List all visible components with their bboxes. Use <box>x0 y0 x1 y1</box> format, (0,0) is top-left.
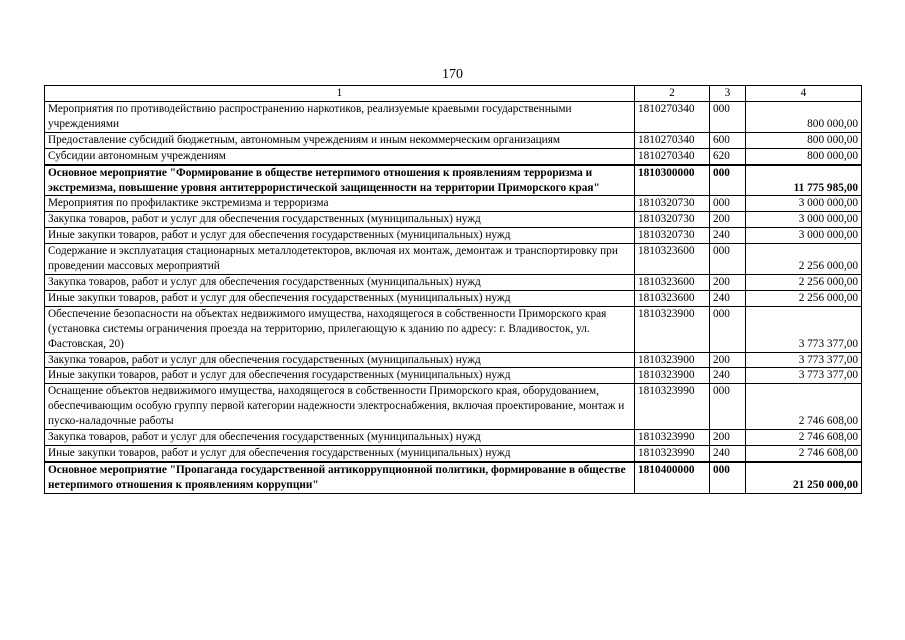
cell-amount: 2 256 000,00 <box>746 274 862 290</box>
cell-amount: 2 746 608,00 <box>746 430 862 446</box>
cell-code: 1810323990 <box>635 445 710 461</box>
table-row <box>45 290 862 306</box>
cell-type: 200 <box>710 352 746 368</box>
cell-name: Обеспечение безопасности на объектах недвижимого имущества, находящегося в собственности Приморского края (установка системы ограничения проезда на территорию, прилегающую к зданию по адресу: г. Владивосток, ул. Фастовская, 20) <box>45 306 635 352</box>
cell-amount: 800 000,00 <box>746 132 862 148</box>
cell-code: 1810323900 <box>635 368 710 384</box>
cell-code: 1810270340 <box>635 102 710 133</box>
cell-name: Мероприятия по профилактике экстремизма и терроризма <box>45 196 635 212</box>
cell-type: 000 <box>710 462 746 493</box>
cell-amount: 2 256 000,00 <box>746 290 862 306</box>
table-row <box>45 368 862 384</box>
cell-name: Закупка товаров, работ и услуг для обеспечения государственных (муниципальных) нужд <box>45 352 635 368</box>
cell-code: 1810320730 <box>635 212 710 228</box>
cell-name: Закупка товаров, работ и услуг для обеспечения государственных (муниципальных) нужд <box>45 430 635 446</box>
cell-code: 1810320730 <box>635 228 710 244</box>
cell-amount: 3 000 000,00 <box>746 196 862 212</box>
cell-code: 1810323600 <box>635 274 710 290</box>
cell-type: 240 <box>710 290 746 306</box>
cell-name: Основное мероприятие "Формирование в обществе нетерпимого отношения к проявлениям терроризма и экстремизма, повышение уровня антитеррористической защищенности на территории Приморского края" <box>45 165 635 196</box>
header-code: 2 <box>635 86 710 102</box>
cell-code: 1810323900 <box>635 306 710 352</box>
cell-name: Иные закупки товаров, работ и услуг для обеспечения государственных (муниципальных) нужд <box>45 290 635 306</box>
table-row <box>45 165 862 196</box>
table-row <box>45 352 862 368</box>
table-row <box>45 445 862 461</box>
cell-code: 1810270340 <box>635 148 710 164</box>
table-row <box>45 212 862 228</box>
table-row <box>45 244 862 275</box>
cell-code: 1810270340 <box>635 132 710 148</box>
cell-code: 1810320730 <box>635 196 710 212</box>
header-type: 3 <box>710 86 746 102</box>
cell-type: 200 <box>710 274 746 290</box>
cell-amount: 800 000,00 <box>746 148 862 164</box>
table-row <box>45 196 862 212</box>
cell-type: 240 <box>710 368 746 384</box>
cell-type: 000 <box>710 165 746 196</box>
cell-type: 600 <box>710 132 746 148</box>
cell-type: 620 <box>710 148 746 164</box>
table-row <box>45 430 862 446</box>
cell-name: Субсидии автономным учреждениям <box>45 148 635 164</box>
cell-type: 240 <box>710 445 746 461</box>
cell-amount: 3 773 377,00 <box>746 306 862 352</box>
cell-name: Закупка товаров, работ и услуг для обеспечения государственных (муниципальных) нужд <box>45 274 635 290</box>
cell-name: Оснащение объектов недвижимого имущества, находящегося в собственности Приморского края, оборудованием, обеспечивающим особую группу первой категории надежности электроснабжения, включая проектирование, монтаж и пуско-наладочные работы <box>45 384 635 430</box>
cell-amount: 3 773 377,00 <box>746 368 862 384</box>
table-row <box>45 132 862 148</box>
page-number: 170 <box>442 67 463 82</box>
table-row <box>45 228 862 244</box>
cell-code: 1810323600 <box>635 244 710 275</box>
table-header-row <box>45 86 862 102</box>
table-row <box>45 384 862 430</box>
budget-table <box>44 85 862 494</box>
table-row <box>45 102 862 133</box>
cell-type: 000 <box>710 102 746 133</box>
cell-amount: 2 746 608,00 <box>746 445 862 461</box>
cell-type: 200 <box>710 430 746 446</box>
cell-name: Мероприятия по противодействию распространению наркотиков, реализуемые краевыми государственными учреждениями <box>45 102 635 133</box>
header-name: 1 <box>45 86 635 102</box>
cell-name: Иные закупки товаров, работ и услуг для обеспечения государственных (муниципальных) нужд <box>45 368 635 384</box>
cell-amount: 3 000 000,00 <box>746 212 862 228</box>
cell-name: Иные закупки товаров, работ и услуг для обеспечения государственных (муниципальных) нужд <box>45 445 635 461</box>
cell-type: 000 <box>710 306 746 352</box>
cell-type: 240 <box>710 228 746 244</box>
cell-name: Закупка товаров, работ и услуг для обеспечения государственных (муниципальных) нужд <box>45 212 635 228</box>
cell-type: 200 <box>710 212 746 228</box>
cell-type: 000 <box>710 196 746 212</box>
cell-amount: 800 000,00 <box>746 102 862 133</box>
cell-amount: 3 773 377,00 <box>746 352 862 368</box>
cell-code: 1810400000 <box>635 462 710 493</box>
cell-name: Иные закупки товаров, работ и услуг для обеспечения государственных (муниципальных) нужд <box>45 228 635 244</box>
table-row <box>45 306 862 352</box>
cell-name: Содержание и эксплуатация стационарных металлодетекторов, включая их монтаж, демонтаж и транспортировку при проведении массовых мероприятий <box>45 244 635 275</box>
cell-name: Основное мероприятие "Пропаганда государственной антикоррупционной политики, формирование в обществе нетерпимого отношения к проявлениям коррупции" <box>45 462 635 493</box>
cell-amount: 11 775 985,00 <box>746 165 862 196</box>
header-amount: 4 <box>746 86 862 102</box>
cell-amount: 21 250 000,00 <box>746 462 862 493</box>
cell-amount: 2 746 608,00 <box>746 384 862 430</box>
cell-code: 1810323600 <box>635 290 710 306</box>
cell-amount: 2 256 000,00 <box>746 244 862 275</box>
cell-type: 000 <box>710 384 746 430</box>
cell-amount: 3 000 000,00 <box>746 228 862 244</box>
cell-code: 1810323990 <box>635 384 710 430</box>
cell-type: 000 <box>710 244 746 275</box>
table-row <box>45 462 862 493</box>
cell-code: 1810323900 <box>635 352 710 368</box>
table-row <box>45 274 862 290</box>
cell-code: 1810323990 <box>635 430 710 446</box>
table-row <box>45 148 862 164</box>
cell-code: 1810300000 <box>635 165 710 196</box>
cell-name: Предоставление субсидий бюджетным, автономным учреждениям и иным некоммерческим организациям <box>45 132 635 148</box>
